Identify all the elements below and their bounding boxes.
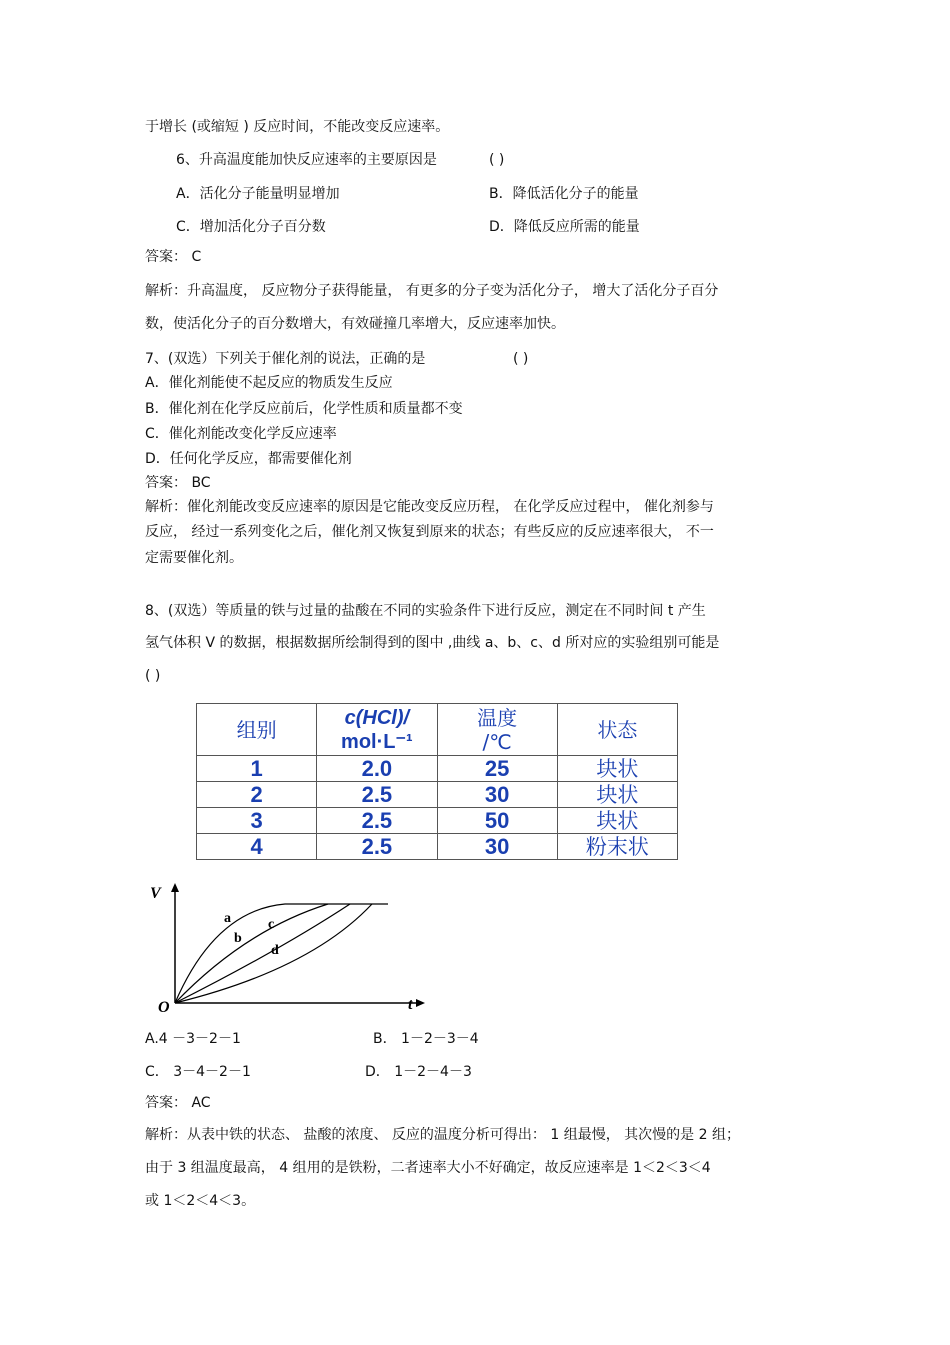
option-b: B．催化剂在化学反应前后，化学性质和质量都不变 [145, 401, 463, 417]
curve-label-b: b [234, 931, 242, 946]
option-b: B．降低活化分子的能量 [489, 186, 639, 202]
table-cell: 4 [197, 834, 317, 860]
table-header: 状态 [557, 704, 677, 756]
question-7: 7、(双选）下列关于催化剂的说法，正确的是 [145, 351, 426, 367]
table-cell: 25 [437, 756, 557, 782]
curve-b [175, 904, 328, 1003]
option-b: B． 1－2－3－4 [373, 1031, 479, 1047]
question-6-paren: ( ) [489, 152, 505, 168]
explanation: 解析：升高温度， 反应物分子获得能量， 有更多的分子变为活化分子， 增大了活化分子百分 [145, 283, 719, 299]
table-header: c(HCl)/ mol·L⁻¹ [317, 704, 437, 756]
question-6: 6、升高温度能加快反应速率的主要原因是 [176, 152, 437, 168]
y-axis-arrow [171, 883, 179, 892]
table-header: 温度 /℃ [437, 704, 557, 756]
curve-label-c: c [268, 917, 275, 932]
option-d: D．任何化学反应，都需要催化剂 [145, 451, 352, 467]
table-cell: 块状 [557, 782, 677, 808]
explanation: 反应， 经过一系列变化之后，催化剂又恢复到原来的状态；有些反应的反应速率很大， 不一 [145, 524, 714, 540]
option-a: A．催化剂能使不起反应的物质发生反应 [145, 375, 393, 391]
table-cell: 2.5 [317, 834, 437, 860]
x-axis-label: t [408, 996, 413, 1013]
table-row [197, 808, 678, 834]
table-cell: 2.5 [317, 782, 437, 808]
table-row [197, 834, 678, 860]
option-c: C．增加活化分子百分数 [176, 219, 326, 235]
origin-label: O [158, 999, 170, 1016]
data-table [196, 703, 678, 860]
curve-label-d: d [271, 943, 279, 958]
v-t-graph [140, 878, 440, 1018]
table-cell: 3 [197, 808, 317, 834]
question-8-paren: ( ) [145, 668, 161, 684]
table-cell: 粉末状 [557, 834, 677, 860]
option-d: D．降低反应所需的能量 [489, 219, 640, 235]
question-7-paren: ( ) [513, 351, 529, 367]
answer: 答案： AC [145, 1095, 211, 1111]
table-cell: 2.5 [317, 808, 437, 834]
table-cell: 30 [437, 782, 557, 808]
table-cell: 块状 [557, 756, 677, 782]
option-a: A．活化分子能量明显增加 [176, 186, 340, 202]
question-8: 8、(双选）等质量的铁与过量的盐酸在不同的实验条件下进行反应，测定在不同时间 t 产生 [145, 603, 706, 619]
question-8: 氢气体积 V 的数据，根据数据所绘制得到的图中 ,曲线 a、b、c、d 所对应的实验组别可能是 [145, 635, 720, 651]
option-c: C． 3－4－2－1 [145, 1064, 251, 1080]
x-axis-arrow [416, 999, 425, 1007]
table-cell: 块状 [557, 808, 677, 834]
text-line: 于增长 (或缩短 ) 反应时间，不能改变反应速率。 [145, 119, 450, 135]
explanation: 数，使活化分子的百分数增大，有效碰撞几率增大，反应速率加快。 [145, 316, 565, 332]
curve-label-a: a [224, 911, 231, 926]
explanation: 或 1＜2＜4＜3。 [145, 1193, 256, 1209]
table-header: 组别 [197, 704, 317, 756]
answer: 答案： BC [145, 475, 211, 491]
explanation: 由于 3 组温度最高， 4 组用的是铁粉，二者速率大小不好确定，故反应速率是 1＜2＜3＜4 [145, 1160, 711, 1176]
table-row [197, 782, 678, 808]
explanation: 解析：从表中铁的状态、 盐酸的浓度、 反应的温度分析可得出： 1 组最慢， 其次慢的是 2 组； [145, 1127, 740, 1143]
answer: 答案： C [145, 249, 202, 265]
table-cell: 30 [437, 834, 557, 860]
y-axis-label: V [150, 885, 161, 902]
table-cell: 2.0 [317, 756, 437, 782]
table-cell: 1 [197, 756, 317, 782]
explanation: 解析：催化剂能改变反应速率的原因是它能改变反应历程， 在化学反应过程中， 催化剂参与 [145, 499, 714, 515]
curve-c [175, 904, 350, 1003]
option-a: A.4 －3－2－1 [145, 1031, 241, 1047]
option-d: D． 1－2－4－3 [365, 1064, 472, 1080]
option-c: C．催化剂能改变化学反应速率 [145, 426, 337, 442]
table-cell: 50 [437, 808, 557, 834]
table-cell: 2 [197, 782, 317, 808]
explanation: 定需要催化剂。 [145, 550, 243, 566]
table-row [197, 756, 678, 782]
